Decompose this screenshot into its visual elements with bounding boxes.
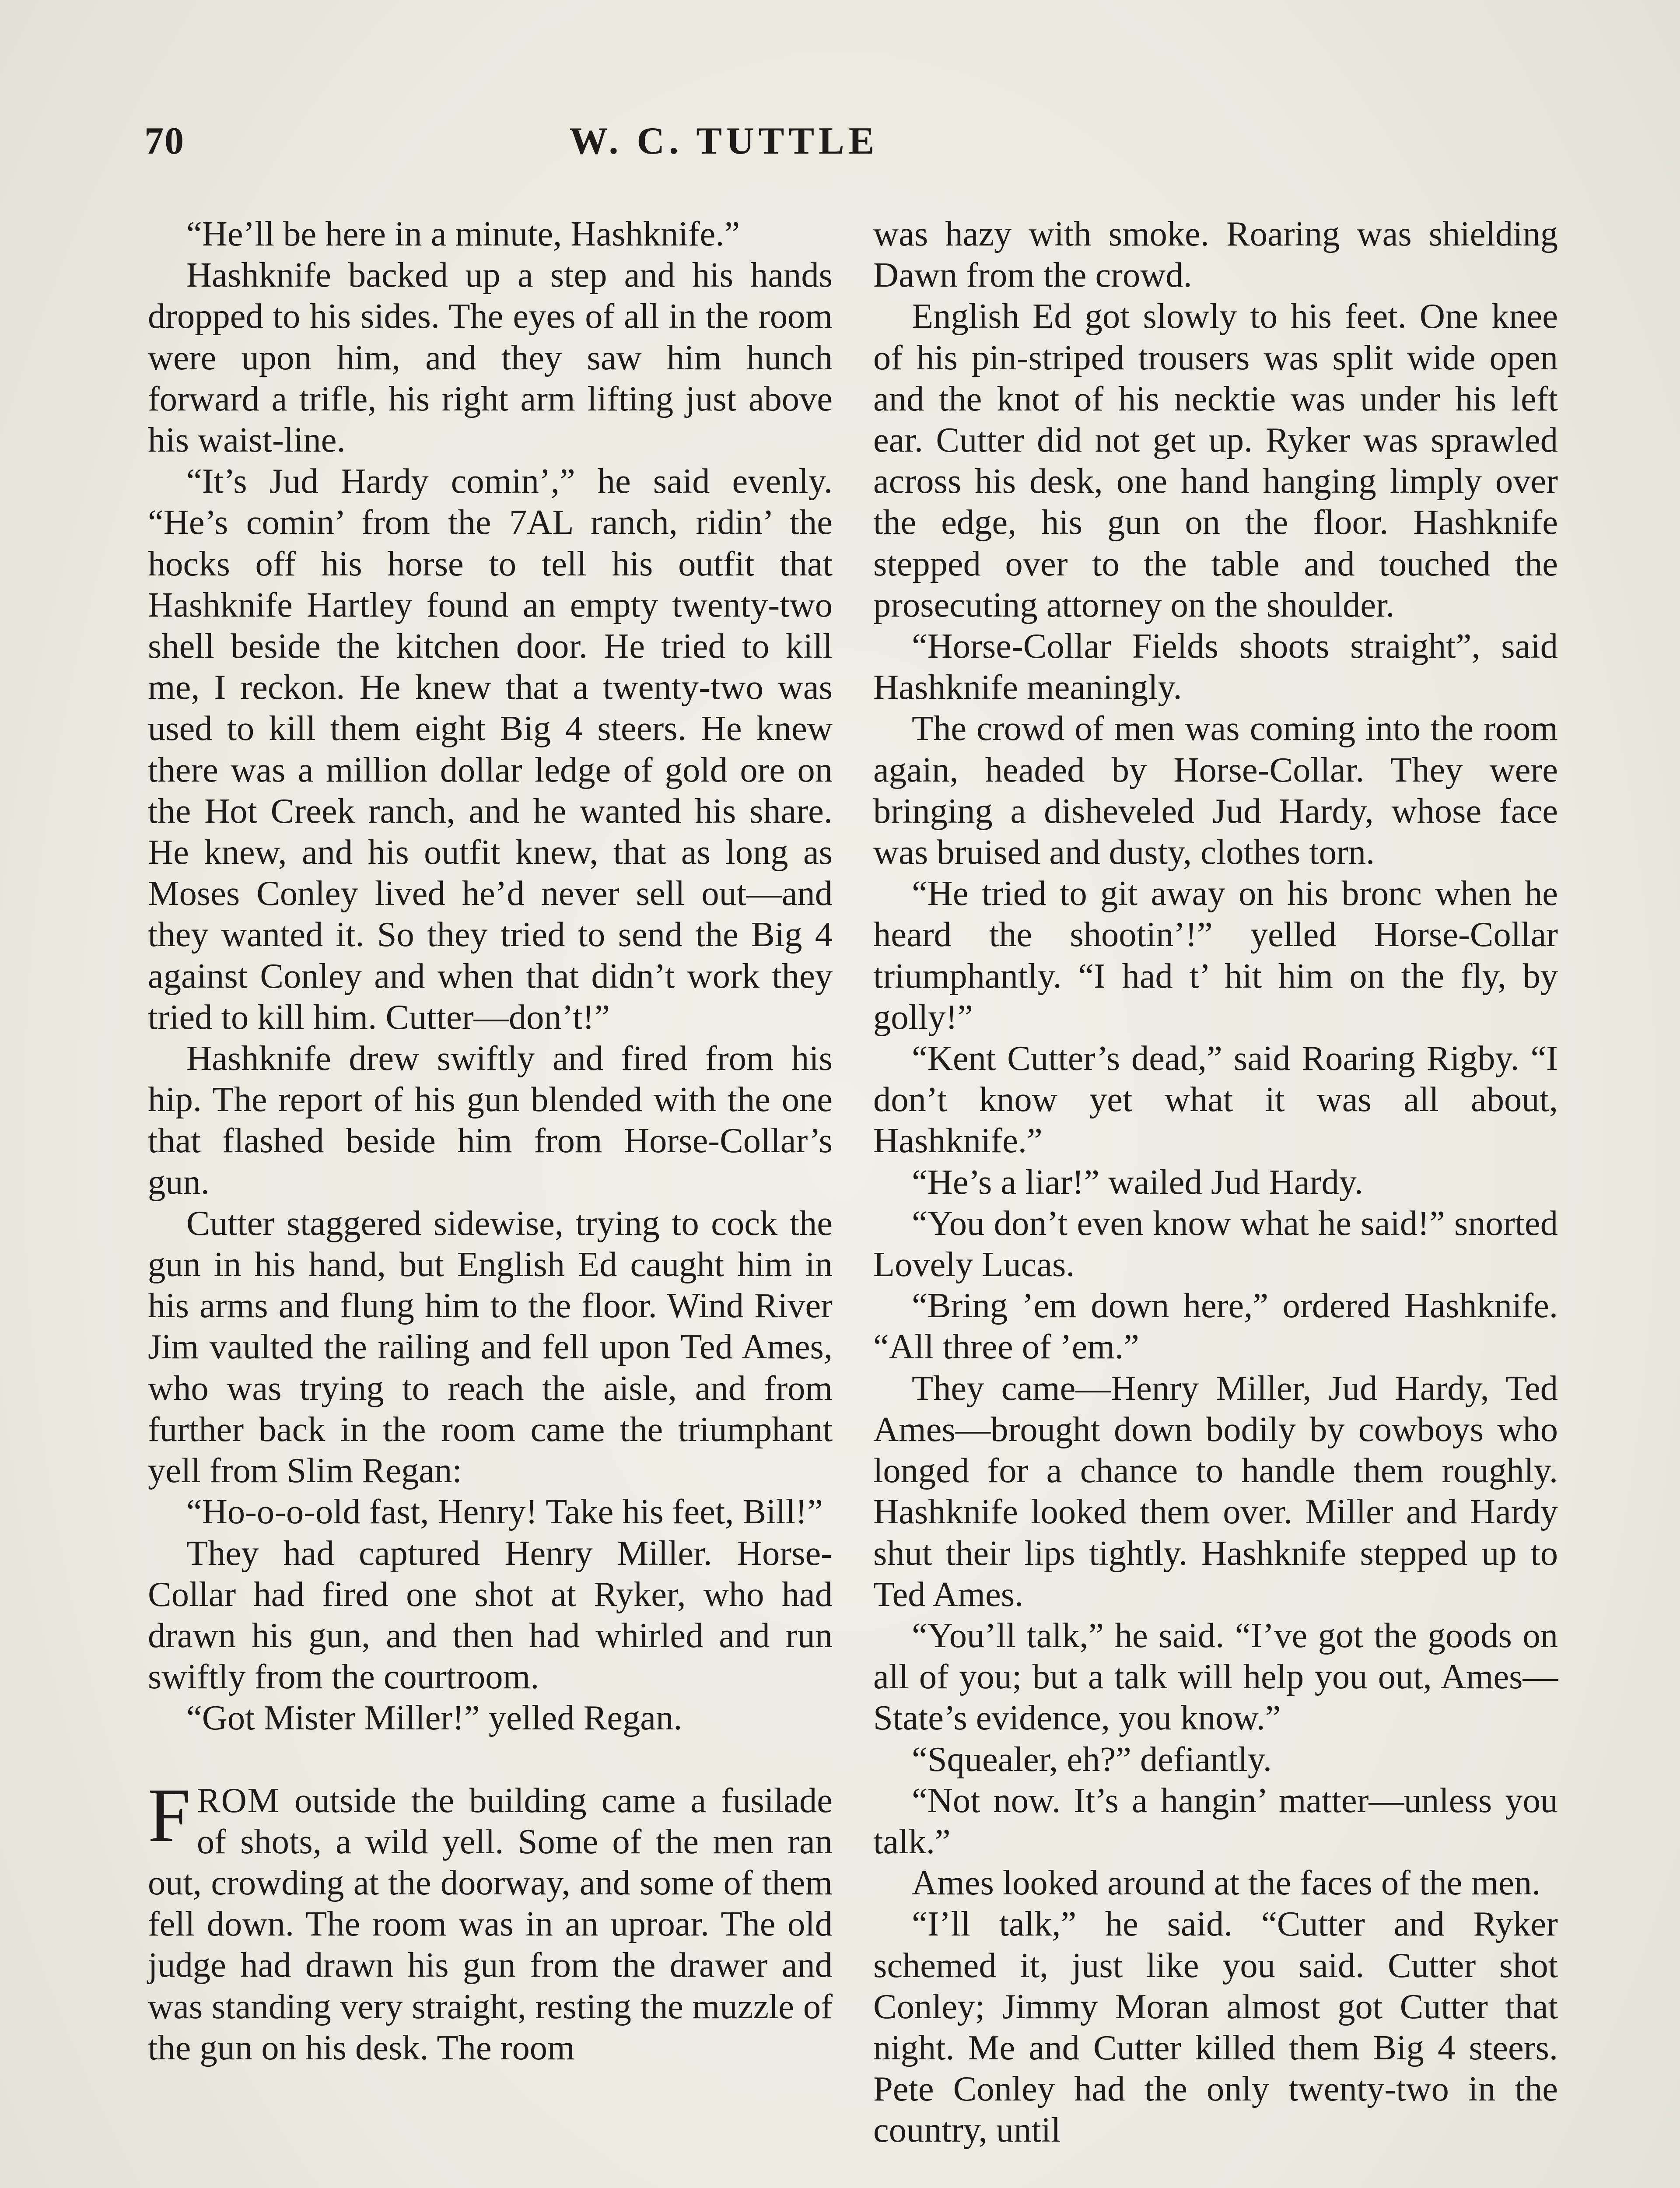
paragraph: They came—Henry Miller, Jud Hardy, Ted Ames—brought down bodily by cowboys who longed for a chance to handle them roughly. Hashknife looked them over. Miller and Hardy shut their lips tightly. Hashknife stepped up to Ted Ames. bbox=[873, 1368, 1558, 1614]
section-text: outside the building came a fusilade of shots, a wild yell. Some of the men ran out, crowding at the doorway, and some of them fell down. The room was in an uproar. The old judge had drawn his gun from the drawer and was standing very straight, resting the muzzle of the gun on his desk. The room bbox=[148, 1781, 833, 2067]
paragraph: “It’s Jud Hardy comin’,” he said evenly. “He’s comin’ from the 7AL ranch, ridin’ the hocks off his horse to tell his outfit that Hashknife Hartley found an empty twenty-two shell beside the kitchen door. He tried to kill me, I reckon. He knew that a twenty-two was used to kill them eight Big 4 steers. He knew there was a million dollar ledge of gold ore on the Hot Creek ranch, and he wanted his share. He knew, and his outfit knew, that as long as Moses Conley lived he’d never sell out—and they wanted it. So they tried to send the Big 4 against Conley and when that didn’t work they tried to kill him. Cutter—don’t!” bbox=[148, 462, 833, 1037]
paragraph: “I’ll talk,” he said. “Cutter and Ryker schemed it, just like you said. Cutter shot Conley; Jimmy Moran almost got Cutter that night. Me and Cutter killed them Big 4 steers. Pete Conley had the only twenty-two in the country, until bbox=[873, 1904, 1558, 2150]
paragraph: “He’s a liar!” wailed Jud Hardy. bbox=[912, 1162, 1363, 1202]
paragraph: “Horse-Collar Fields shoots straight”, said Hashknife meaningly. bbox=[873, 627, 1558, 707]
paragraph: “Got Mister Miller!” yelled Regan. bbox=[186, 1698, 682, 1738]
section-opening-paragraph bbox=[148, 1772, 833, 2069]
paragraph: The crowd of men was coming into the room again, headed by Horse-Collar. They were bringing a disheveled Jud Hardy, whose face was bruised and dusty, clothes torn. bbox=[873, 709, 1558, 872]
running-head-author: W. C. TUTTLE bbox=[569, 120, 879, 162]
paragraph: “Ho-o-o-old fast, Henry! Take his feet, Bill!” bbox=[186, 1492, 823, 1532]
paragraph: Hashknife drew swiftly and fired from his hip. The report of his gun blended with the one that flashed beside him from Horse-Collar’s gun. bbox=[148, 1039, 833, 1202]
paragraph: “Squealer, eh?” defiantly. bbox=[912, 1739, 1272, 1779]
paragraph: They had captured Henry Miller. Horse-Collar had fired one shot at Ryker, who had drawn his gun, and then had whirled and run swiftly from the courtroom. bbox=[148, 1533, 833, 1697]
paragraph-continued: was hazy with smoke. Roaring was shielding Dawn from the crowd. bbox=[873, 214, 1558, 295]
paragraph: Ames looked around at the faces of the men. bbox=[912, 1863, 1541, 1903]
paragraph: “Bring ’em down here,” ordered Hashknife. “All three of ’em.” bbox=[873, 1286, 1558, 1367]
page-header bbox=[144, 119, 1558, 167]
left-column bbox=[148, 214, 833, 2069]
drop-cap: F bbox=[148, 1772, 191, 1858]
paragraph: “You’ll talk,” he said. “I’ve got the goods on all of you; but a talk will help you out, Ames—State’s evidence, you know.” bbox=[873, 1616, 1558, 1738]
paragraph: “He’ll be here in a minute, Hashknife.” bbox=[186, 214, 740, 253]
paragraph: Cutter staggered sidewise, trying to cock the gun in his hand, but English Ed caught him in his arms and flung him to the floor. Wind River Jim vaulted the railing and fell upon Ted Ames, who was trying to reach the aisle, and from further back in the room came the triumphant yell from Slim Regan: bbox=[148, 1203, 833, 1490]
page-number: 70 bbox=[144, 120, 185, 162]
right-column bbox=[873, 214, 1558, 2151]
paragraph: “Not now. It’s a hangin’ matter—unless you talk.” bbox=[873, 1781, 1558, 1861]
paragraph: English Ed got slowly to his feet. One knee of his pin-striped trousers was split wide open and the knot of his necktie was under his left ear. Cutter did not get up. Ryker was sprawled across his desk, one hand hanging limply over the edge, his gun on the floor. Hashknife stepped over to the table and touched the prosecuting attorney on the shoulder. bbox=[873, 297, 1558, 624]
paragraph: Hashknife backed up a step and his hands dropped to his sides. The eyes of all in the room were upon him, and they saw him hunch forward a trifle, his right arm lifting just above his waist-line. bbox=[148, 256, 833, 460]
small-caps-lead: ROM bbox=[196, 1781, 280, 1820]
paragraph: “Kent Cutter’s dead,” said Roaring Rigby. “I don’t know yet what it was all about, Hashknife.” bbox=[873, 1039, 1558, 1161]
paragraph: “He tried to git away on his bronc when he heard the shootin’!” yelled Horse-Collar triumphantly. “I had t’ hit him on the fly, by golly!” bbox=[873, 874, 1558, 1037]
paragraph: “You don’t even know what he said!” snorted Lovely Lucas. bbox=[873, 1203, 1558, 1284]
